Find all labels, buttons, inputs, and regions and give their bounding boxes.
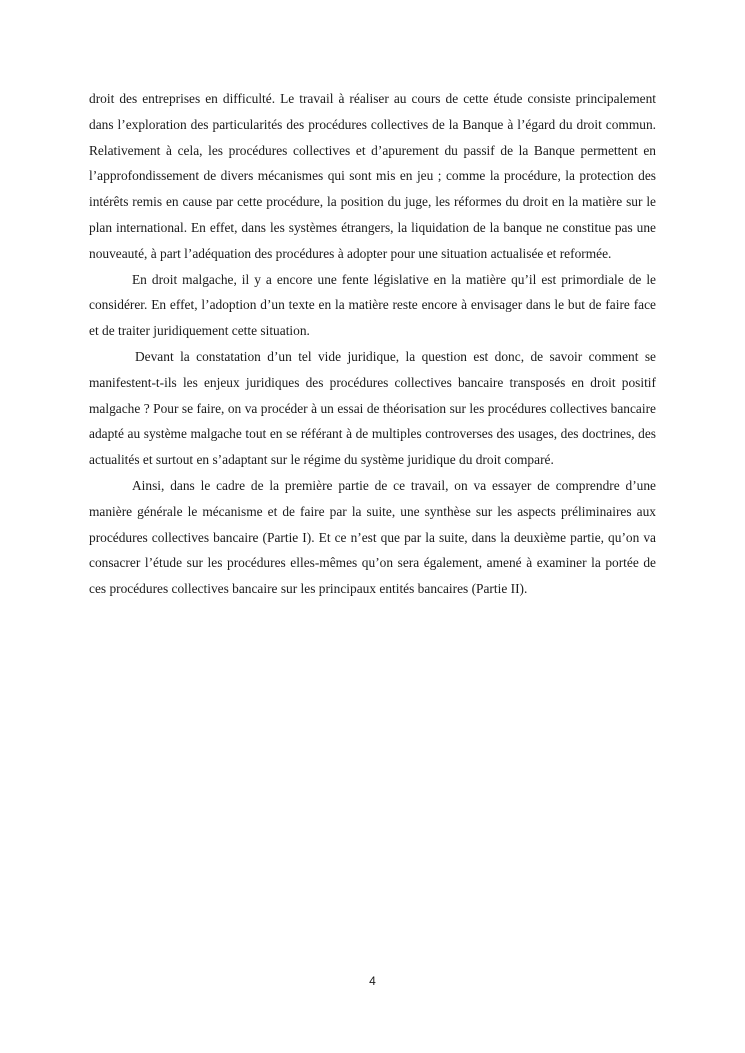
page-number: 4 bbox=[369, 974, 376, 988]
paragraph-continuation: droit des entreprises en difficulté. Le travail à réaliser au cours de cette étude consiste principalement dans l’exploration des particularités des procédures collectives de la Banque à l’égard du droit commun. Relativement à cela, les procédures collectives et d’apurement du passif de la Banque permettent en l’approfondissement de divers mécanismes qui sont mis en jeu ; comme la procédure, la protection des intérêts remis en cause par cette procédure, la position du juge, les réformes du droit en la matière sur le plan international. En effet, dans les systèmes étrangers, la liquidation de la banque ne constitue pas une nouveauté, à part l’adéquation des procédures à adopter pour une situation actualisée et reformée. bbox=[89, 91, 656, 261]
body-text bbox=[89, 86, 656, 602]
paragraph-vide-juridique: Devant la constatation d’un tel vide juridique, la question est donc, de savoir comment se manifestent-t-ils les enjeux juridiques des procédures collectives bancaire transposés en droit positif malgache ? Pour se faire, on va procéder à un essai de théorisation sur les procédures collectives bancaire adapté au système malgache tout en se référant à de multiples controverses des usages, des doctrines, des actualités et surtout en s’adaptant sur le régime du système juridique du droit comparé. bbox=[89, 348, 656, 468]
paragraph-plan-annonce: Ainsi, dans le cadre de la première partie de ce travail, on va essayer de comprendre d’une manière générale le mécanisme et de faire par la suite, une synthèse sur les aspects préliminaires aux procédures collectives bancaire (Partie I). Et ce n’est que par la suite, dans la deuxième partie, qu’on va consacrer l’étude sur les procédures elles-mêmes qu’on sera également, amené à examiner la portée de ces procédures collectives bancaire sur les principaux entités bancaires (Partie II). bbox=[89, 477, 656, 597]
paragraph-droit-malgache: En droit malgache, il y a encore une fente législative en la matière qu’il est primordiale de le considérer. En effet, l’adoption d’un texte en la matière reste encore à envisager dans le but de faire face et de traiter juridiquement cette situation. bbox=[89, 271, 656, 339]
